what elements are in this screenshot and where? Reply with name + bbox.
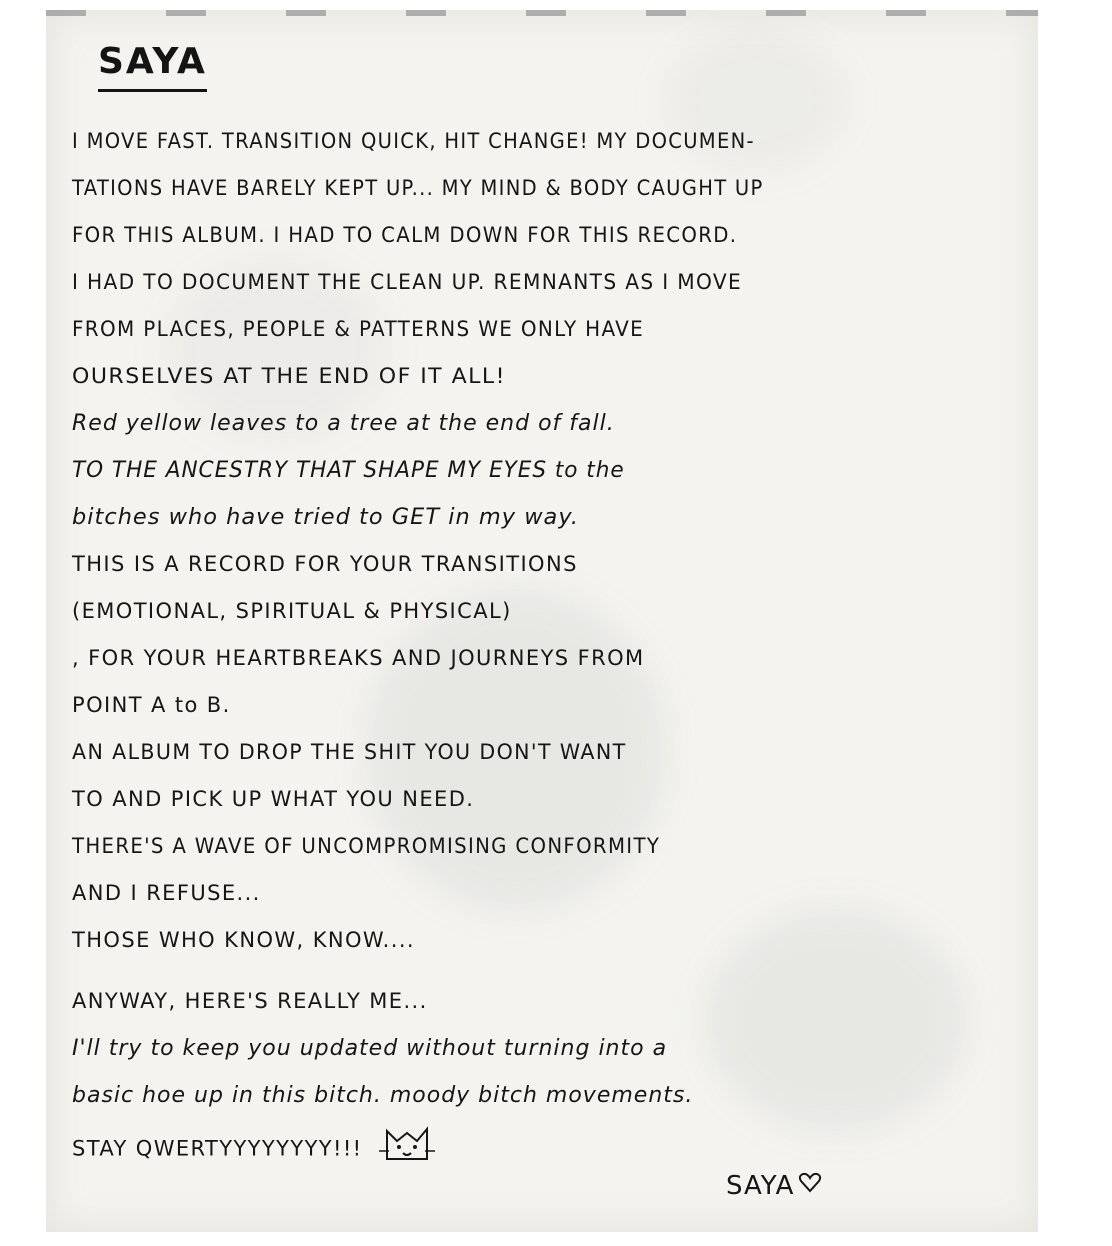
note-line: TO AND PICK UP WHAT YOU NEED. [72,787,475,811]
note-line: (EMOTIONAL, SPIRITUAL & PHYSICAL) [72,599,512,623]
note-line: THIS IS A RECORD FOR YOUR TRANSITIONS [72,552,578,576]
note-closing-line [72,1119,1012,1166]
cat-face-doodle-icon [377,1119,437,1180]
paper-edge-marks [46,10,1038,16]
signature [726,1170,822,1201]
heart-icon [798,1170,822,1201]
note-line: AND I REFUSE... [72,881,261,905]
note-line: basic hoe up in this bitch. moody bitch movements. [72,1083,694,1108]
note-line: AN ALBUM TO DROP THE SHIT YOU DON'T WANT [72,740,627,764]
note-line: I MOVE FAST. TRANSITION QUICK, HIT CHANGE! MY DOCUMEN- [72,129,755,153]
note-line: bitches who have tried to GET in my way. [72,505,580,530]
note-title: SAYA [98,40,207,92]
signature-name: SAYA [726,1170,795,1201]
note-line: , FOR YOUR HEARTBREAKS AND JOURNEYS FROM [72,646,645,670]
note-line: POINT A to B. [72,693,231,717]
note-line: FOR THIS ALBUM. I HAD TO CALM DOWN FOR THIS RECORD. [72,223,738,247]
note-line: THERE'S A WAVE OF UNCOMPROMISING CONFORMITY [72,834,661,858]
note-body [72,118,1012,1166]
note-line: STAY QWERTYYYYYYYY!!! [72,1136,363,1161]
paper-sheet [46,10,1038,1232]
note-line: ANYWAY, HERE'S REALLY ME... [72,989,428,1013]
note-line: I HAD TO DOCUMENT THE CLEAN UP. REMNANTS AS I MOVE [72,270,743,294]
note-line: I'll try to keep you updated without turning into a [72,1036,668,1061]
note-line: TO THE ANCESTRY THAT SHAPE MY EYES to the [72,458,625,483]
note-line: THOSE WHO KNOW, KNOW.... [72,928,415,952]
note-line: FROM PLACES, PEOPLE & PATTERNS WE ONLY HAVE [72,317,645,341]
note-line: OURSELVES AT THE END OF IT ALL! [72,364,506,388]
note-line: TATIONS HAVE BARELY KEPT UP... MY MIND & BODY CAUGHT UP [72,176,764,200]
note-line: Red yellow leaves to a tree at the end of fall. [72,411,615,436]
